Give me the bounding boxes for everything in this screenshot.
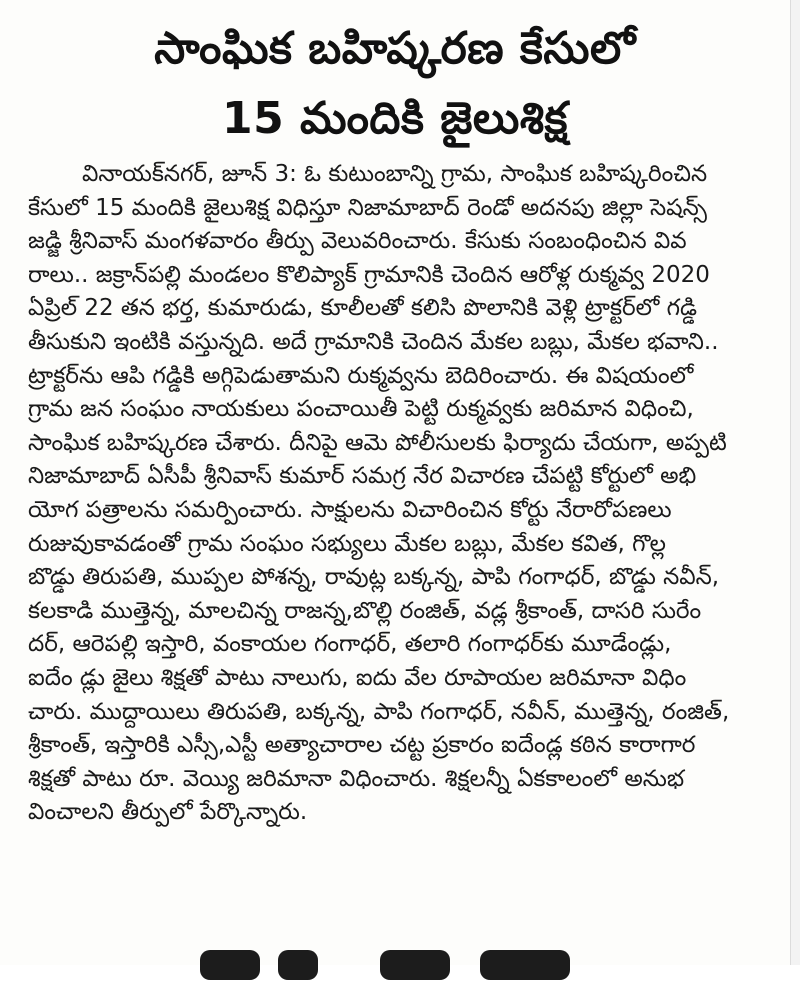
cropped-glyph [480, 950, 570, 980]
body-line: గ్రామ జన సంఘం నాయకులు పంచాయితీ పెట్టి రుక్మవ్వకు జరిమాన విధించి, [28, 396, 694, 423]
body-line: దర్, ఆరెపల్లి ఇస్తారి, వంకాయల గంగాధర్, తలారి గంగాధర్‌కు మూడేండ్లు, [28, 631, 672, 658]
cropped-glyph [380, 950, 450, 980]
body-line: యోగ పత్రాలను సమర్పించారు. సాక్షులను విచారించిన కోర్టు నేరారోపణలు [28, 496, 672, 523]
body-line: నిజామాబాద్ ఏసీపీ శ్రీనివాస్ కుమార్ సమగ్ర నేర విచారణ చేపట్టి కోర్టులో అభి [28, 463, 697, 490]
body-line: కేసులో 15 మందికి జైలుశిక్ష విధిస్తూ నిజామాబాద్ రెండో అదనపు జిల్లా సెషన్స్ [28, 194, 707, 221]
body-line: వించాలని తీర్పులో పేర్కొన్నారు. [28, 799, 308, 826]
body-line: బొడ్డు తిరుపతి, ముప్పల పోశన్న, రావుట్ల బక్కన్న, పాపి గంగాధర్, బొడ్డు నవీన్, [28, 564, 720, 591]
article-body [28, 158, 772, 830]
headline-line-2: 15 మందికి జైలుశిక్ష [221, 93, 568, 144]
body-line: సాంఘిక బహిష్కరణ చేశారు. దీనిపై ఆమె పోలీసులకు ఫిర్యాదు చేయగా, అప్పటి [28, 429, 727, 456]
body-line: తీసుకుని ఇంటికి వస్తున్నది. అదే గ్రామానికి చెందిన మేకల బబ్లు, మేకల భవాని.. [28, 328, 719, 355]
body-line: వినాయక్‌నగర్, జూన్ 3: ఓ కుటుంబాన్ని గ్రామ, సాంఘిక బహిష్కరించిన [82, 161, 708, 187]
body-line: చారు. ముద్దాయిలు తిరుపతి, బక్కన్న, పాపి గంగాధర్, నవీన్, ముత్తెన్న, రంజిత్, [28, 698, 730, 725]
body-line: కలకాడి ముత్తెన్న, మాలచిన్న రాజన్న,బొల్లి రంజిత్, వడ్ల శ్రీకాంత్, దాసరి సురేం [28, 597, 702, 624]
body-line: శిక్షతో పాటు రూ. వెయ్యి జరిమానా విధించారు. శిక్షలన్నీ ఏకకాలంలో అనుభ [28, 765, 685, 792]
headline-line-1: సాంఘిక బహిష్కరణ కేసులో [154, 23, 636, 74]
cropped-glyph [200, 950, 260, 980]
body-line: జడ్జి శ్రీనివాస్ మంగళవారం తీర్పు వెలువరించారు. కేసుకు సంబంధించిన వివ [28, 228, 687, 255]
page-edge [790, 0, 800, 965]
body-line: రాలు.. జక్రాన్‌పల్లి మండలం కొలిప్యాక్ గ్రామానికి చెందిన ఆరోళ్ల రుక్మవ్వ 2020 [28, 261, 710, 288]
body-line: ట్రాక్టర్‌ను ఆపి గడ్డికి అగ్గిపెడుతామని రుక్మవ్వను బెదిరించారు. ఈ విషయంలో [28, 362, 694, 389]
cropped-glyph [278, 950, 318, 980]
body-line: శ్రీకాంత్, ఇస్తారికి ఎస్సీ,ఎస్టీ అత్యాచారాల చట్ట ప్రకారం ఐదేండ్ల కఠిన కారాగార [28, 732, 696, 759]
body-line: ఐదేం డ్లు జైలు శిక్షతో పాటు నాలుగు, ఐదు వేల రూపాయల జరిమానా విధిం [28, 664, 687, 691]
cropped-next-headline [190, 946, 610, 986]
body-line: ఏప్రిల్ 22 తన భర్త, కుమారుడు, కూలీలతో కలిసి పొలానికి వెళ్లి ట్రాక్టర్‌లో గడ్డి [28, 295, 698, 322]
body-line: రుజువుకావడంతో గ్రామ సంఘం సభ్యులు మేకల బబ్లు, మేకల కవిత, గొల్ల [28, 530, 666, 557]
